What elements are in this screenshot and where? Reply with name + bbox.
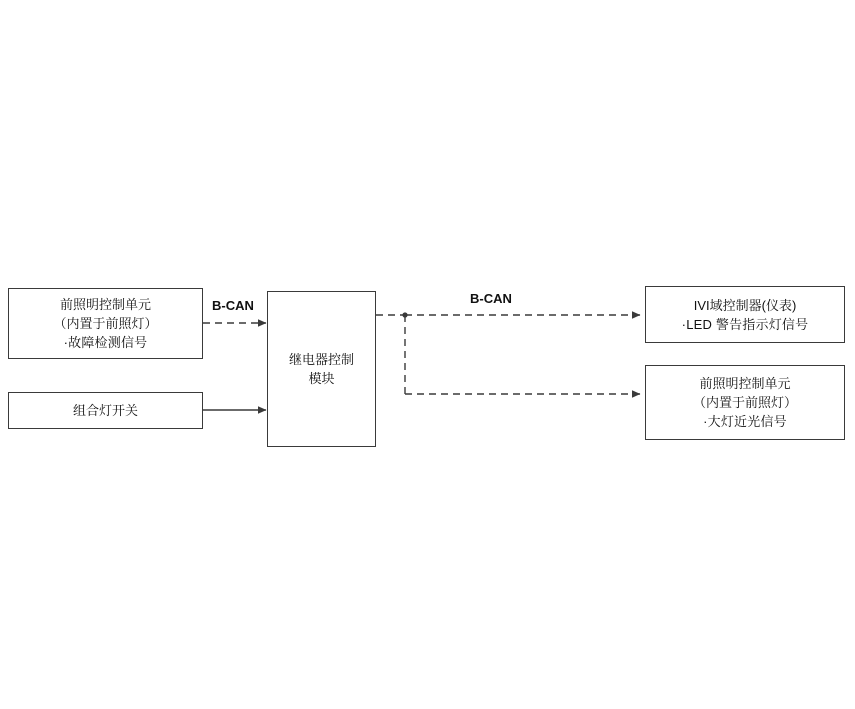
node-line: 模块 <box>308 371 335 386</box>
node-line: 前照明控制单元 <box>59 297 151 312</box>
node-line: ·LED 警告指示灯信号 <box>681 316 809 332</box>
node-line: ·故障检测信号 <box>63 335 148 350</box>
node-line: （内置于前照灯） <box>53 316 158 331</box>
edge-label-bcan-left: B-CAN <box>212 298 254 313</box>
node-line: （内置于前照灯） <box>692 395 797 410</box>
node-line: ·大灯近光信号 <box>703 414 787 429</box>
node-combination-lamp-switch <box>8 392 203 429</box>
node-ivi-domain-controller <box>645 286 845 343</box>
node-line: 组合灯开关 <box>72 403 138 418</box>
node-line: IVI域控制器(仪表) <box>693 297 797 313</box>
node-headlamp-control-unit-left <box>8 288 203 359</box>
edge-label-bcan-right: B-CAN <box>470 291 512 306</box>
node-line: 前照明控制单元 <box>699 376 791 391</box>
node-headlamp-control-unit-right <box>645 365 845 440</box>
node-relay-control-module <box>267 291 376 447</box>
node-line: 继电器控制 <box>288 352 354 367</box>
